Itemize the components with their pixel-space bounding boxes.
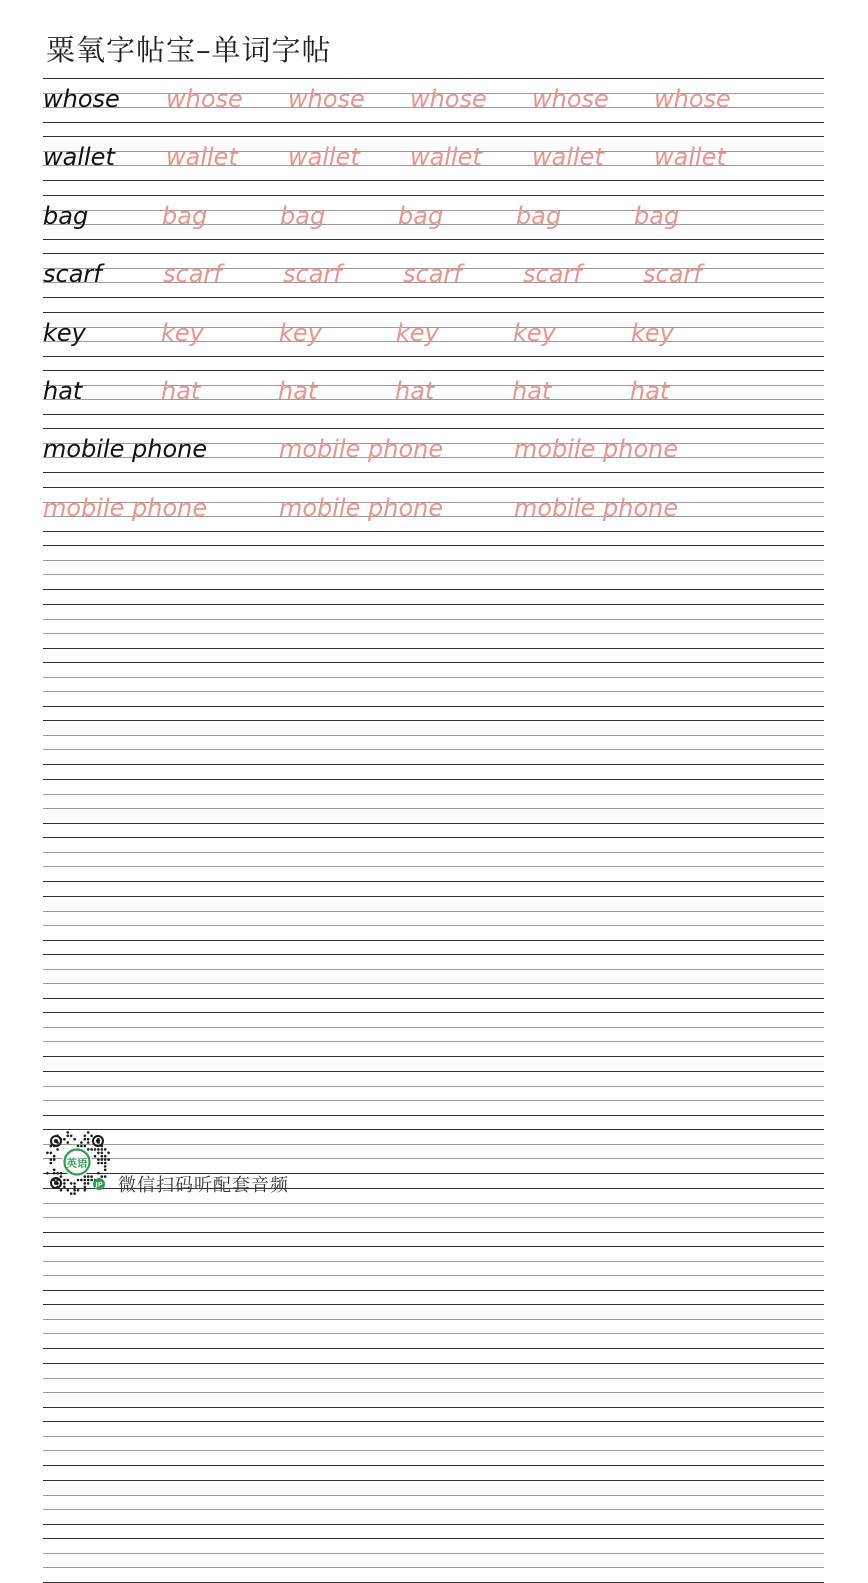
guide-line bbox=[43, 1246, 824, 1247]
practice-row bbox=[43, 487, 824, 531]
guide-line bbox=[43, 604, 824, 605]
trace-word: bag bbox=[398, 201, 444, 230]
guide-line bbox=[43, 312, 824, 313]
guide-line bbox=[43, 1465, 824, 1466]
qr-corner-badge: JP bbox=[95, 1180, 103, 1189]
guide-line bbox=[43, 1436, 824, 1437]
trace-word: mobile phone bbox=[43, 493, 208, 522]
guide-line bbox=[43, 735, 824, 736]
trace-word: hat bbox=[278, 377, 318, 405]
trace-word: mobile phone bbox=[279, 435, 444, 464]
footer bbox=[42, 1127, 442, 1197]
guide-line bbox=[43, 983, 824, 984]
practice-row bbox=[43, 720, 824, 764]
trace-word: key bbox=[631, 318, 674, 347]
guide-line bbox=[43, 1304, 824, 1305]
practice-row bbox=[43, 662, 824, 706]
guide-line bbox=[43, 1538, 824, 1539]
trace-word: scarf bbox=[523, 260, 582, 289]
guide-line bbox=[43, 866, 824, 867]
trace-word: whose bbox=[166, 85, 243, 113]
guide-line bbox=[43, 1027, 824, 1028]
trace-word: mobile phone bbox=[514, 435, 679, 464]
guide-line bbox=[43, 1407, 824, 1408]
guide-line bbox=[43, 180, 824, 181]
practice-row bbox=[43, 545, 824, 589]
trace-word: whose bbox=[654, 85, 731, 113]
qr-code-icon[interactable] bbox=[42, 1127, 112, 1197]
guide-line bbox=[43, 1232, 824, 1233]
guide-line bbox=[43, 998, 824, 999]
guide-line bbox=[43, 925, 824, 926]
guide-line bbox=[43, 589, 824, 590]
guide-line bbox=[43, 852, 824, 853]
guide-line bbox=[43, 691, 824, 692]
guide-line bbox=[43, 911, 824, 912]
guide-line bbox=[43, 1217, 824, 1218]
practice-row bbox=[43, 1538, 824, 1582]
trace-word: bag bbox=[634, 201, 680, 230]
guide-line bbox=[43, 545, 824, 546]
guide-line bbox=[43, 1071, 824, 1072]
guide-line bbox=[43, 749, 824, 750]
guide-line bbox=[43, 940, 824, 941]
guide-line bbox=[43, 1421, 824, 1422]
qr-badge-label: 英语 bbox=[66, 1157, 88, 1170]
guide-line bbox=[43, 1524, 824, 1525]
trace-word: mobile phone bbox=[514, 493, 679, 522]
guide-line bbox=[43, 78, 824, 79]
guide-line bbox=[43, 356, 824, 357]
guide-line bbox=[43, 487, 824, 488]
trace-word: key bbox=[396, 318, 439, 347]
practice-row bbox=[43, 370, 824, 414]
guide-line bbox=[43, 414, 824, 415]
trace-word: wallet bbox=[410, 143, 482, 172]
trace-word: scarf bbox=[403, 260, 462, 289]
model-word: bag bbox=[43, 201, 89, 230]
guide-line bbox=[43, 1348, 824, 1349]
guide-line bbox=[43, 896, 824, 897]
guide-line bbox=[43, 370, 824, 371]
trace-word: hat bbox=[512, 377, 552, 405]
trace-word: whose bbox=[532, 85, 609, 113]
page-title: 粟氧字帖宝–单词字帖 bbox=[46, 33, 332, 67]
guide-line bbox=[43, 823, 824, 824]
trace-word: bag bbox=[516, 201, 562, 230]
practice-row bbox=[43, 1421, 824, 1465]
guide-line bbox=[43, 706, 824, 707]
practice-row bbox=[43, 1071, 824, 1115]
model-word: whose bbox=[43, 85, 120, 113]
practice-row bbox=[43, 428, 824, 472]
practice-row bbox=[43, 1304, 824, 1348]
guide-line bbox=[43, 1450, 824, 1451]
trace-word: scarf bbox=[283, 260, 342, 289]
guide-line bbox=[43, 428, 824, 429]
guide-line bbox=[43, 954, 824, 955]
guide-line bbox=[43, 1012, 824, 1013]
guide-line bbox=[43, 195, 824, 196]
guide-line bbox=[43, 239, 824, 240]
footer-audio-text: 微信扫码听配套音频 bbox=[118, 1175, 289, 1196]
practice-row bbox=[43, 78, 824, 122]
guide-line bbox=[43, 633, 824, 634]
guide-line bbox=[43, 122, 824, 123]
practice-row bbox=[43, 604, 824, 648]
practice-row bbox=[43, 1480, 824, 1524]
trace-word: key bbox=[513, 318, 556, 347]
practice-row bbox=[43, 195, 824, 239]
guide-line bbox=[43, 1363, 824, 1364]
practice-row bbox=[43, 1012, 824, 1056]
trace-word: wallet bbox=[288, 143, 360, 172]
practice-row bbox=[43, 837, 824, 881]
trace-word: scarf bbox=[163, 260, 222, 289]
guide-line bbox=[43, 881, 824, 882]
guide-line bbox=[43, 1100, 824, 1101]
guide-line bbox=[43, 472, 824, 473]
practice-row bbox=[43, 779, 824, 823]
guide-line bbox=[43, 1480, 824, 1481]
guide-line bbox=[43, 560, 824, 561]
guide-line bbox=[43, 779, 824, 780]
guide-line bbox=[43, 1495, 824, 1496]
model-word: wallet bbox=[43, 143, 115, 172]
guide-line bbox=[43, 808, 824, 809]
trace-word: key bbox=[279, 318, 322, 347]
practice-row bbox=[43, 136, 824, 180]
practice-row bbox=[43, 896, 824, 940]
trace-word: bag bbox=[280, 201, 326, 230]
guide-line bbox=[43, 1115, 824, 1116]
guide-line bbox=[43, 1567, 824, 1568]
guide-line bbox=[43, 1333, 824, 1334]
guide-line bbox=[43, 764, 824, 765]
guide-line bbox=[43, 677, 824, 678]
guide-line bbox=[43, 794, 824, 795]
guide-line bbox=[43, 1261, 824, 1262]
guide-line bbox=[43, 1509, 824, 1510]
trace-word: hat bbox=[395, 377, 435, 405]
guide-line bbox=[43, 1378, 824, 1379]
guide-line bbox=[43, 1056, 824, 1057]
practice-row bbox=[43, 954, 824, 998]
guide-line bbox=[43, 619, 824, 620]
guide-line bbox=[43, 574, 824, 575]
trace-word: mobile phone bbox=[279, 493, 444, 522]
model-word: hat bbox=[43, 377, 83, 405]
guide-line bbox=[43, 648, 824, 649]
practice-row bbox=[43, 1363, 824, 1407]
trace-word: wallet bbox=[654, 143, 726, 172]
trace-word: wallet bbox=[532, 143, 604, 172]
guide-line bbox=[43, 1290, 824, 1291]
guide-line bbox=[43, 1203, 824, 1204]
guide-line bbox=[43, 1553, 824, 1554]
trace-word: hat bbox=[630, 377, 670, 405]
model-word: key bbox=[43, 318, 86, 347]
guide-line bbox=[43, 297, 824, 298]
guide-line bbox=[43, 136, 824, 137]
guide-line bbox=[43, 1041, 824, 1042]
guide-line bbox=[43, 662, 824, 663]
model-word: mobile phone bbox=[43, 435, 208, 464]
practice-row bbox=[43, 312, 824, 356]
practice-row bbox=[43, 253, 824, 297]
trace-word: whose bbox=[288, 85, 365, 113]
guide-line bbox=[43, 1086, 824, 1087]
trace-word: hat bbox=[161, 377, 201, 405]
model-word: scarf bbox=[43, 260, 102, 289]
practice-row bbox=[43, 1246, 824, 1290]
guide-line bbox=[43, 531, 824, 532]
guide-line bbox=[43, 837, 824, 838]
guide-line bbox=[43, 969, 824, 970]
trace-word: whose bbox=[410, 85, 487, 113]
trace-word: wallet bbox=[166, 143, 238, 172]
guide-line bbox=[43, 1319, 824, 1320]
guide-line bbox=[43, 1275, 824, 1276]
trace-word: key bbox=[161, 318, 204, 347]
trace-word: bag bbox=[162, 201, 208, 230]
guide-line bbox=[43, 1392, 824, 1393]
trace-word: scarf bbox=[643, 260, 702, 289]
guide-line bbox=[43, 253, 824, 254]
guide-line bbox=[43, 720, 824, 721]
